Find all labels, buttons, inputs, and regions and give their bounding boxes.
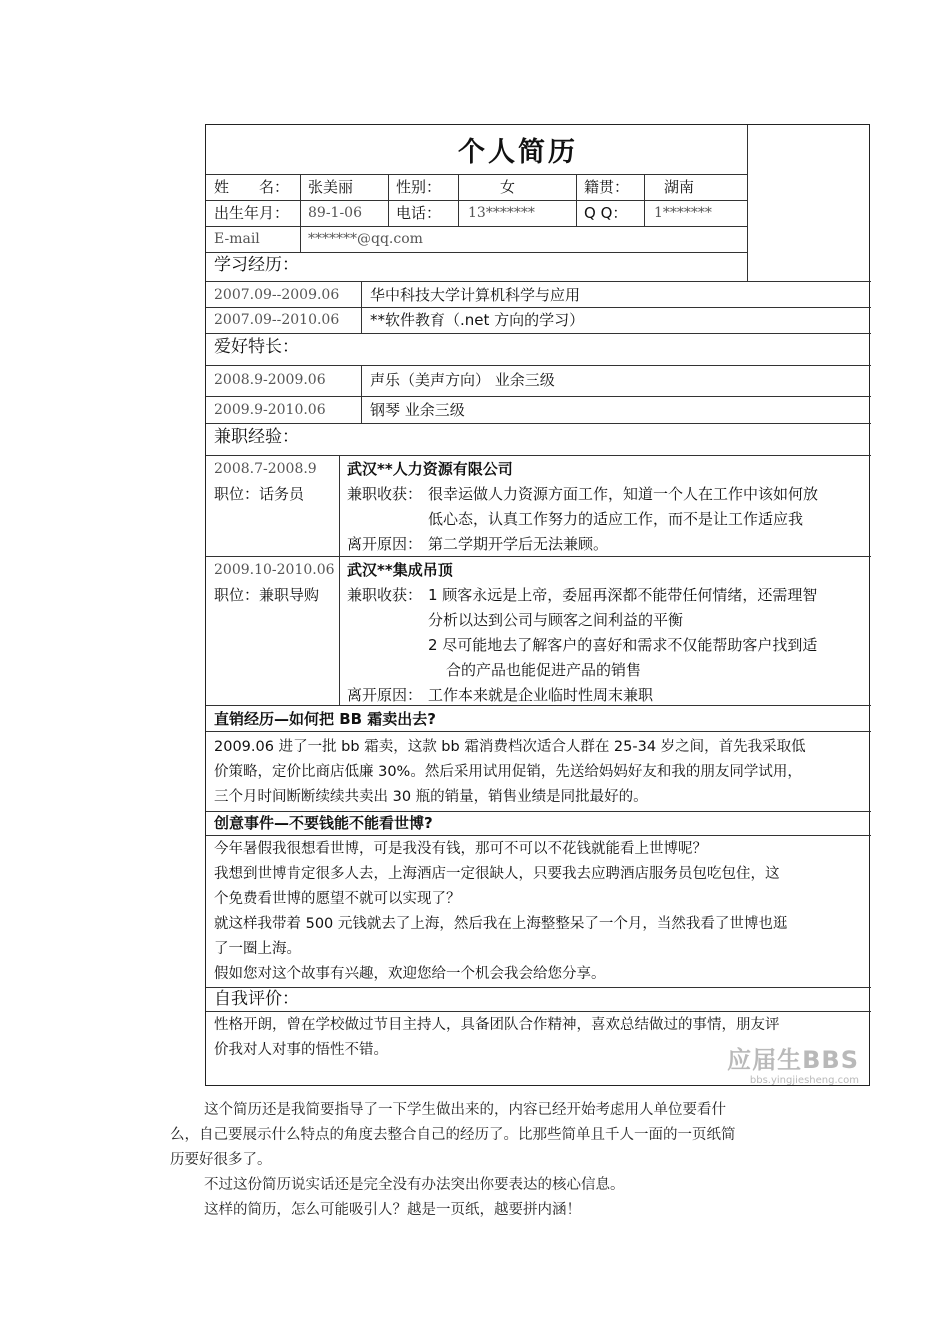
direct-sales-heading: 直销经历—如何把 BB 霜卖出去?: [214, 710, 437, 728]
resume-title: 个人简历: [458, 137, 578, 168]
parttime-heading: 兼职经验：: [214, 427, 299, 447]
direct-sales-line: 价策略，定价比商店低廉 30%。然后采用试用促销，先送给妈妈好友和我的朋友同学试用，: [214, 764, 802, 780]
birth-value: 89-1-06: [308, 205, 362, 221]
education-detail: 华中科技大学计算机科学与应用: [370, 286, 581, 304]
commentary-line: 历要好很多了。: [170, 1152, 272, 1168]
birth-label: 出生年月：: [214, 204, 290, 222]
watermark-logo: [727, 1040, 859, 1086]
job-leave-label: 离开原因：: [347, 535, 423, 553]
job-gain-line: 低心态，认真工作努力的适应工作，而不是让工作适应我: [428, 510, 804, 528]
job-period: 2009.10-2010.06: [214, 562, 335, 578]
native-label: 籍贯：: [584, 178, 630, 196]
education-detail: **软件教育（.net 方向的学习）: [370, 311, 585, 329]
job-company: 武汉**人力资源有限公司: [347, 460, 513, 478]
commentary: [170, 1098, 830, 1223]
hobbies-heading: 爱好特长：: [214, 337, 299, 357]
hobby-detail: 声乐（美声方向） 业余三级: [370, 371, 555, 389]
name-value: 张美丽: [308, 178, 354, 196]
commentary-line: 不过这份简历说实话还是完全没有办法突出你要表达的核心信息。: [204, 1177, 625, 1193]
commentary-line: 么，自己要展示什么特点的角度去整合自己的经历了。比那些简单且千人一面的一页纸简: [170, 1127, 736, 1143]
job-gain-label: 兼职收获：: [347, 586, 423, 604]
direct-sales-line: 2009.06 进了一批 bb 霜卖，这款 bb 霜消费档次适合人群在 25-34 岁之间，首先我采取低: [214, 739, 806, 755]
gender-label: 性别：: [396, 178, 442, 196]
creative-body: [214, 837, 864, 987]
hobby-detail: 钢琴 业余三级: [370, 401, 465, 419]
creative-line: 了一圈上海。: [214, 941, 301, 957]
direct-sales-body: [214, 735, 864, 810]
job-company: 武汉**集成吊顶: [347, 561, 453, 579]
watermark-url: bbs.yingjiesheng.com: [749, 1075, 859, 1086]
creative-line: 就这样我带着 500 元钱就去了上海，然后我在上海整整呆了一个月，当然我看了世博也逛: [214, 916, 788, 932]
job-leave-reason: 工作本来就是企业临时性周末兼职: [428, 686, 654, 704]
job-position: 职位：兼职导购: [214, 586, 320, 604]
email-label: E-mail: [214, 231, 260, 247]
phone-label: 电话：: [396, 204, 442, 222]
self-eval-line: 性格开朗，曾在学校做过节目主持人，具备团队合作精神，喜欢总结做过的事情，朋友评: [214, 1017, 780, 1033]
self-eval-heading: 自我评价：: [214, 989, 299, 1009]
commentary-line: 这个简历还是我简要指导了一下学生做出来的，内容已经开始考虑用人单位要看什: [204, 1102, 726, 1118]
job-gain-line: 很幸运做人力资源方面工作，知道一个人在工作中该如何放: [428, 485, 819, 503]
creative-heading: 创意事件—不要钱能不能看世博?: [214, 814, 433, 832]
name-label: 姓 名：: [214, 178, 290, 196]
creative-line: 个免费看世博的愿望不就可以实现了？: [214, 891, 461, 907]
job-gain-label: 兼职收获：: [347, 485, 423, 503]
creative-line: 我想到世博肯定很多人去，上海酒店一定很缺人，只要我去应聘酒店服务员包吃包住，这: [214, 866, 780, 882]
job-leave-reason: 第二学期开学后无法兼顾。: [428, 535, 609, 553]
resume-table: [205, 124, 870, 1086]
job-leave-label: 离开原因：: [347, 686, 423, 704]
qq-label: Q Q：: [584, 204, 628, 222]
email-value: *******@qq.com: [308, 231, 423, 247]
job-gain-line: 合的产品也能促进产品的销售: [446, 661, 642, 679]
creative-line: 假如您对这个故事有兴趣，欢迎您给一个机会我会给您分享。: [214, 966, 606, 982]
job-position: 职位：话务员: [214, 485, 305, 503]
native-value: 湖南: [664, 178, 695, 196]
qq-value: 1*******: [654, 205, 712, 221]
direct-sales-line: 三个月时间断断续续共卖出 30 瓶的销量，销售业绩是同批最好的。: [214, 789, 648, 805]
photo-cell-border: [747, 125, 748, 281]
job-gain-line: 分析以达到公司与顾客之间利益的平衡: [428, 611, 684, 629]
job-period: 2008.7-2008.9: [214, 461, 317, 477]
gender-value: 女: [500, 178, 516, 196]
education-period: 2007.09--2010.06: [214, 312, 340, 328]
hobby-period: 2009.9-2010.06: [214, 402, 326, 418]
job-gain-line: 2 尽可能地去了解客户的喜好和需求不仅能帮助客户找到适: [428, 636, 818, 654]
watermark-main: 应届生BBS: [727, 1046, 859, 1074]
phone-value: 13*******: [468, 205, 535, 221]
hobby-period: 2008.9-2009.06: [214, 372, 326, 388]
job-gain-line: 1 顾客永远是上帝，委屈再深都不能带任何情绪，还需理智: [428, 586, 818, 604]
commentary-line: 这样的简历，怎么可能吸引人？越是一页纸，越要拼内涵！: [204, 1202, 581, 1218]
self-eval-line: 价我对人对事的悟性不错。: [214, 1042, 388, 1058]
education-heading: 学习经历：: [214, 255, 299, 275]
creative-line: 今年暑假我很想看世博，可是我没有钱，那可不可以不花钱就能看上世博呢？: [214, 841, 707, 857]
education-period: 2007.09--2009.06: [214, 287, 340, 303]
